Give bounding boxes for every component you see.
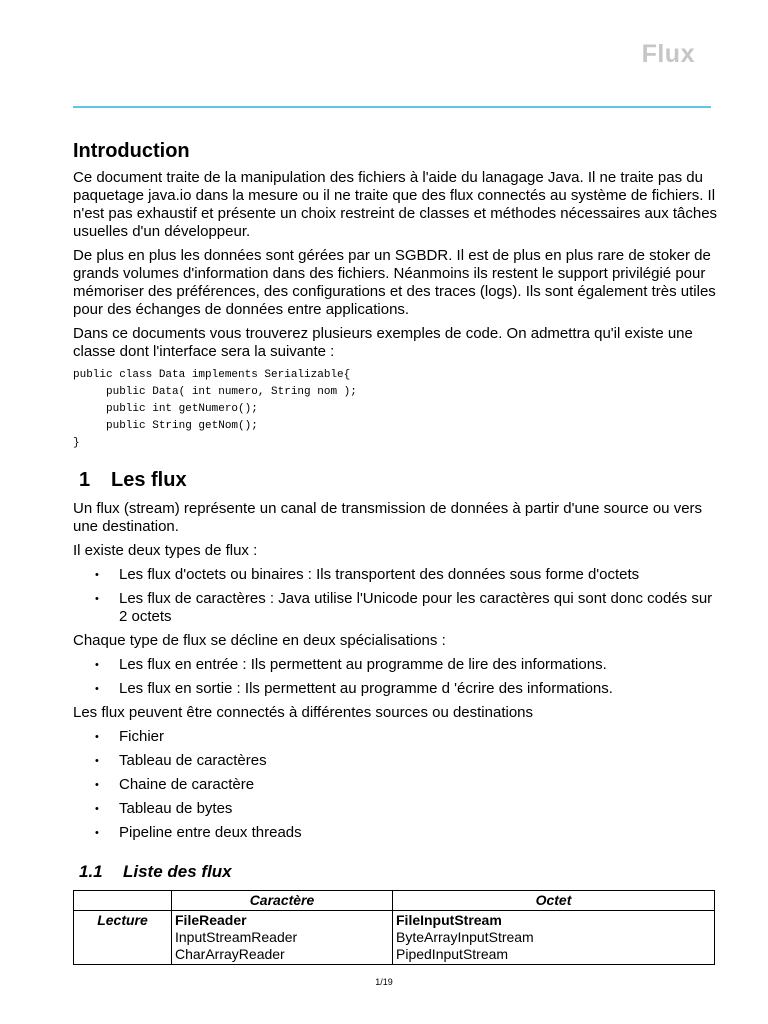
header-title: Flux [641,40,695,68]
table-header-cell [74,891,172,911]
code-block [73,367,723,452]
code-line: public String getNom(); [73,420,258,432]
list-item [73,800,723,818]
subsection-number: 1.1 [79,862,103,881]
table-cell-character [172,911,393,965]
list-item-text: Tableau de caractères [119,752,267,769]
bullet-icon: • [95,827,99,839]
bullet-icon: • [95,755,99,767]
page-number: 1/19 [375,977,393,987]
section-1-1-heading [79,862,723,882]
bullet-icon: • [95,779,99,791]
header-rule [73,106,711,108]
section-1-paragraph-4: Les flux peuvent être connectés à différentes sources ou destinations [73,704,534,721]
intro-paragraph-1: Ce document traite de la manipulation des fichiers à l'aide du lanagage Java. Il ne traite pas du paquetage java.io dans la mesure ou il ne traite que des flux connectés au système de fichiers. Il n'est pas exhaustif et présente un choix restreint de classes et méthodes nécessaires aux tâches usuelles d'un développeur. [73,169,718,240]
section-1-paragraph-3: Chaque type de flux se décline en deux spécialisations : [73,632,446,649]
section-1-paragraph-2: Il existe deux types de flux : [73,542,258,559]
class-name: ByteArrayInputStream [396,929,534,945]
list-item-text: Les flux en entrée : Ils permettent au programme de lire des informations. [119,656,607,673]
sources-list [73,728,723,842]
list-item [73,728,723,746]
bullet-icon: • [95,803,99,815]
list-item [73,566,723,584]
list-item-text: Les flux de caractères : Java utilise l'Unicode pour les caractères qui sont donc codés sur 2 octets [119,590,713,625]
list-item [73,656,723,674]
table-header-cell: Octet [393,891,715,911]
class-name: CharArrayReader [175,946,285,962]
section-title: Les flux [111,469,187,491]
table-row-label: Lecture [74,911,172,965]
list-item-text: Fichier [119,728,165,745]
class-name: PipedInputStream [396,946,509,962]
bullet-icon: • [95,593,99,605]
bullet-icon: • [95,683,99,695]
section-1-paragraph-1: Un flux (stream) représente un canal de transmission de données à partir d'une source ou vers une destination. [73,500,703,535]
table-header-row [74,891,715,911]
intro-paragraph-3: Dans ce documents vous trouverez plusieurs exemples de code. On admettra qu'il existe une classe dont l'interface sera la suivante : [73,325,693,360]
list-item-text: Chaine de caractère [119,776,255,793]
section-number: 1 [79,469,91,491]
intro-paragraph-2: De plus en plus les données sont gérées par un SGBDR. Il est de plus en plus rare de stoker de grands volumes d'information dans des fichiers. Néanmoins ils restent le support privilégié pour mémoriser des préférences, des configurations et des traces (logs). Ils sont également très utiles pour des échanges de données entre applications. [73,247,716,318]
class-name: FileReader [175,912,247,928]
flux-types-list [73,566,723,626]
section-1-heading [79,468,723,492]
bullet-icon: • [95,659,99,671]
code-line: } [73,437,80,449]
intro-heading: Introduction [73,140,190,162]
subsection-title: Liste des flux [123,862,232,881]
code-line: public Data( int numero, String nom ); [73,386,357,398]
class-name: FileInputStream [396,912,502,928]
list-item [73,680,723,698]
content [73,139,723,965]
table-row [74,911,715,965]
flux-table [73,890,715,965]
list-item [73,824,723,842]
list-item-text: Tableau de bytes [119,800,233,817]
list-item-text: Les flux en sortie : Ils permettent au programme d 'écrire des informations. [119,680,613,697]
bullet-icon: • [95,569,99,581]
bullet-icon: • [95,731,99,743]
table-cell-octet [393,911,715,965]
specialisations-list [73,656,723,698]
list-item-text: Les flux d'octets ou binaires : Ils transportent des données sous forme d'octets [119,566,640,583]
class-name: InputStreamReader [175,929,298,945]
list-item-text: Pipeline entre deux threads [119,824,302,841]
code-line: public class Data implements Serializable{ [73,369,351,381]
table-header-cell: Caractère [172,891,393,911]
list-item [73,776,723,794]
list-item [73,590,723,626]
list-item [73,752,723,770]
code-line: public int getNumero(); [73,403,258,415]
